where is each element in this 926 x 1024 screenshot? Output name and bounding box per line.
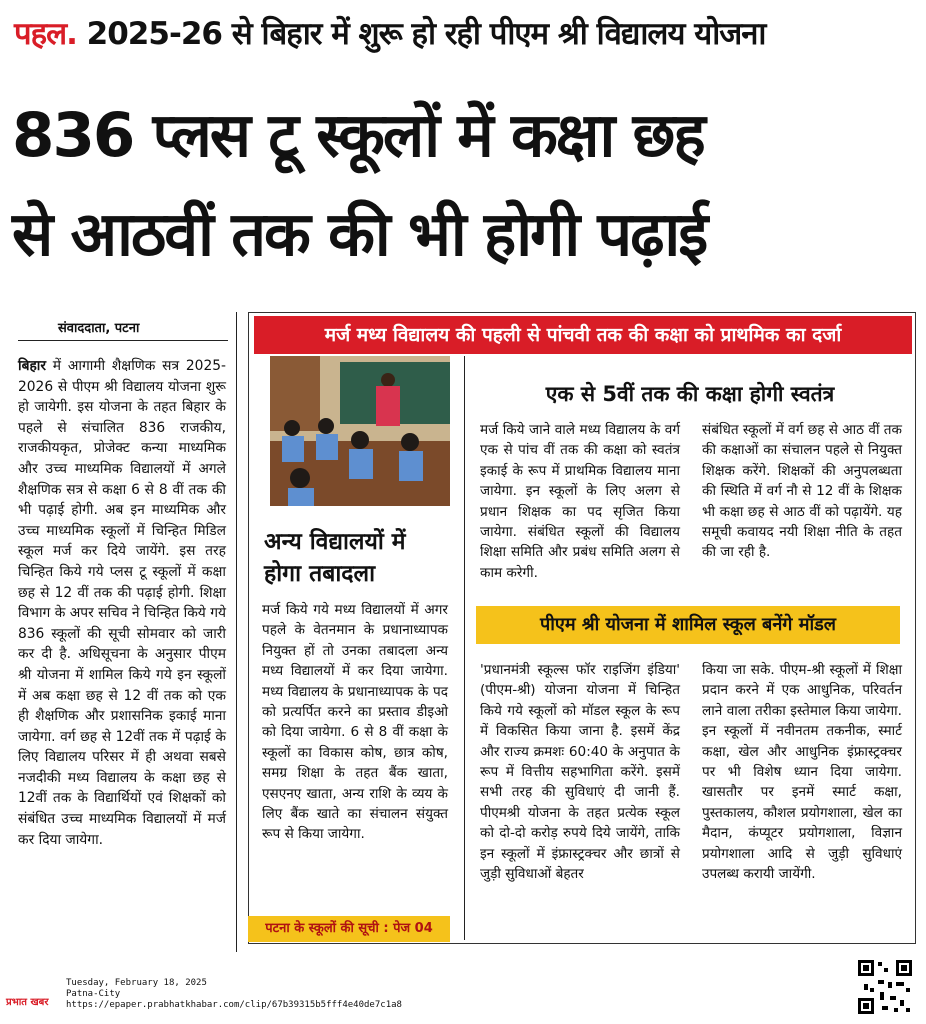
kicker xyxy=(14,12,914,54)
inner-divider xyxy=(464,356,465,940)
clip-edition: Patna-City xyxy=(66,989,121,999)
clip-date: Tuesday, February 18, 2025 xyxy=(66,978,207,988)
right-subhead: एक से 5वीं तक की कक्षा होगी स्वतंत्र xyxy=(545,382,835,406)
headline xyxy=(12,86,917,284)
left-column xyxy=(18,356,226,850)
left-column-lead: बिहार xyxy=(18,358,46,374)
middle-column xyxy=(262,600,448,845)
kicker-label: पहल. xyxy=(14,16,77,52)
headline-line-2: से आठवीं तक की भी होगी पढ़ाई xyxy=(12,199,707,270)
middle-subhead: अन्य विद्यालयों में होगा तबादला xyxy=(264,529,406,587)
right-column-3 xyxy=(480,660,680,884)
clip-url[interactable]: https://epaper.prabhatkhabar.com/clip/67b39315b5fff4e40de7c1a8 xyxy=(66,1000,402,1010)
middle-column-text: मर्ज किये गये मध्य विद्यालयों में अगर पहले के वेतनमान के प्रधानाध्यापक नियुक्त हों तो उनका तबादला अन्य मध्य विद्यालयों में कर दिया जायेगा. मध्य विद्यालय के प्रधानाध्यापक के पद को प्रत्यर्पित करने का प्रस्ताव डीइओ को दिया जायेगा. 6 से 8 वीं कक्षा के स्कूलों का विकास कोष, छात्र कोष, समग्र शिक्षा के तहत बैंक खाता, एसएनए खाता, अन्य राशि के व्यय के लिए बैंक खाते का संचालन संयुक्त रूप से किया जायेगा. xyxy=(262,602,448,843)
right-column-3-text: 'प्रधानमंत्री स्कूल्स फॉर राइजिंग इंडिया' (पीएम-श्री) योजना योजना में चिन्हित किये गये स्कूलों को मॉडल स्कूल के रूप में विकसित किया जाना है. इसमें केंद्र और राज्य क्रमशः 60:40 के अनुपात के रूप में वित्तीय सहभागिता करेंगे. इसमें सभी तरह की सुविधाएं दी जानी हैं. पीएमश्री योजना के तहत प्रत्येक स्कूल को दो-दो करोड़ रुपये दिये जायेंगे, ताकि इन स्कूलों में इंफ्रास्ट्रक्चर और छात्रों से जुड़ी सुविधाओं बेहतर xyxy=(480,662,680,883)
qr-code-graphic xyxy=(856,958,914,1016)
right-column-4-text: किया जा सके. पीएम-श्री स्कूलों में शिक्षा प्रदान करने में एक आधुनिक, परिवर्तन लाने वाला तरीका इस्तेमाल किया जायेगा. इन स्कूलों में नवीनतम तकनीक, स्मार्ट कक्षा, खेल और आधुनिक इंफ्रास्ट्रक्चर पर भी विशेष ध्यान दिया जायेगा. खासतौर पर इनमें स्मार्ट कक्षा, पुस्तकालय, कौशल प्रयोगशाला, खेल का मैदान, कंप्यूटर प्रयोगशाला, विज्ञान प्रयोगशाला आदि से जुड़ी सुविधाएं उपलब्ध करायी जायेंगी. xyxy=(702,662,902,883)
clip-metadata xyxy=(66,978,402,1011)
banner: मर्ज मध्य विद्यालय की पहली से पांचवी तक की कक्षा को प्राथमिक का दर्जा xyxy=(254,316,912,354)
byline: संवाददाता, पटना xyxy=(58,321,140,336)
publication-logo: प्रभात खबर xyxy=(6,997,49,1008)
right-column-2-text: संबंधित स्कूलों में वर्ग छह से आठ वीं तक की कक्षाओं का संचालन पहले से नियुक्त शिक्षक करेंगे. शिक्षकों की अनुपलब्धता की स्थिति में वर्ग नौ से 12 वीं के शिक्षक भी कक्षा छह से आठ वीं को पढ़ायेंगे. यह समूची कवायद नयी शिक्षा नीति के तहत की जा रही है. xyxy=(702,422,902,561)
left-column-text xyxy=(18,356,226,850)
column-divider xyxy=(236,312,237,952)
page-reference-strip: पटना के स्कूलों की सूची : पेज 04 xyxy=(248,916,450,942)
right-column-1-text: मर्ज किये जाने वाले मध्य विद्यालय के वर्ग एक से पांच वीं तक की कक्षा को स्वतंत्र इकाई के रूप में प्राथमिक विद्यालय माना जायेगा. इन स्कूलों के लिए अलग से प्रधान शिक्षक का पद सृजित किया जायेगा. संबंधित स्कूलों की विद्यालय शिक्षा समिति और प्रबंध समिति अलग से काम करेगी. xyxy=(480,422,680,581)
left-column-body: में आगामी शैक्षणिक सत्र 2025-2026 से पीएम श्री विद्यालय योजना शुरू हो जायेगी. इस योजना के तहत बिहार के पहले से संचालित 836 राजकीय, राजकीयकृत, प्रोजेक्ट कन्या माध्यमिक और उच्च माध्यमिक विद्यालयों में अगले शैक्षणिक सत्र से कक्षा 6 से 8 वीं तक की भी पढ़ाई होगी. अब इन माध्यमिक और उच्च माध्यमिक स्कूलों में चिन्हित मिडिल स्कूल मर्ज कर दिये जायेंगे. इस तरह चिन्हित किये गये प्लस टू स्कूलों में कक्षा छह से 12 वीं तक की पढ़ाई होगी. शिक्षा विभाग के अपर सचिव ने चिन्हित किये गये 836 स्कूलों की सूची सोमवार को जारी कर दी है. अधिसूचना के अनुसार पीएम श्री योजना में शामिल किये गये इन स्कूलों में अब कक्षा छह से 12 वीं तक को एक ही शैक्षणिक और प्रशासनिक इकाई माना जायेगा. वर्ग छह से 12वीं तक में पढ़ाई के लिए विद्यालय परिसर में ही अथवा सबसे नजदीकी मध्य विद्यालय के कक्षा छह से 12वीं तक के विद्यार्थियों एवं शिक्षकों को संबंधित उच्च माध्यमिक विद्यालयों में मर्ज कर दिया जायेगा. xyxy=(18,358,226,848)
classroom-photo-illustration xyxy=(270,356,450,506)
model-schools-heading: पीएम श्री योजना में शामिल स्कूल बनेंगे मॉडल xyxy=(476,606,900,644)
headline-line-1: 836 प्लस टू स्कूलों में कक्षा छह xyxy=(12,100,704,171)
footer xyxy=(6,976,506,1016)
right-column-4 xyxy=(702,660,902,884)
right-column-1 xyxy=(480,420,680,583)
right-column-2 xyxy=(702,420,902,563)
qr-code-icon[interactable] xyxy=(856,958,914,1016)
byline-divider xyxy=(18,340,228,341)
classroom-photo xyxy=(270,356,450,506)
kicker-text: 2025-26 से बिहार में शुरू हो रही पीएम श्री विद्यालय योजना xyxy=(86,16,766,52)
